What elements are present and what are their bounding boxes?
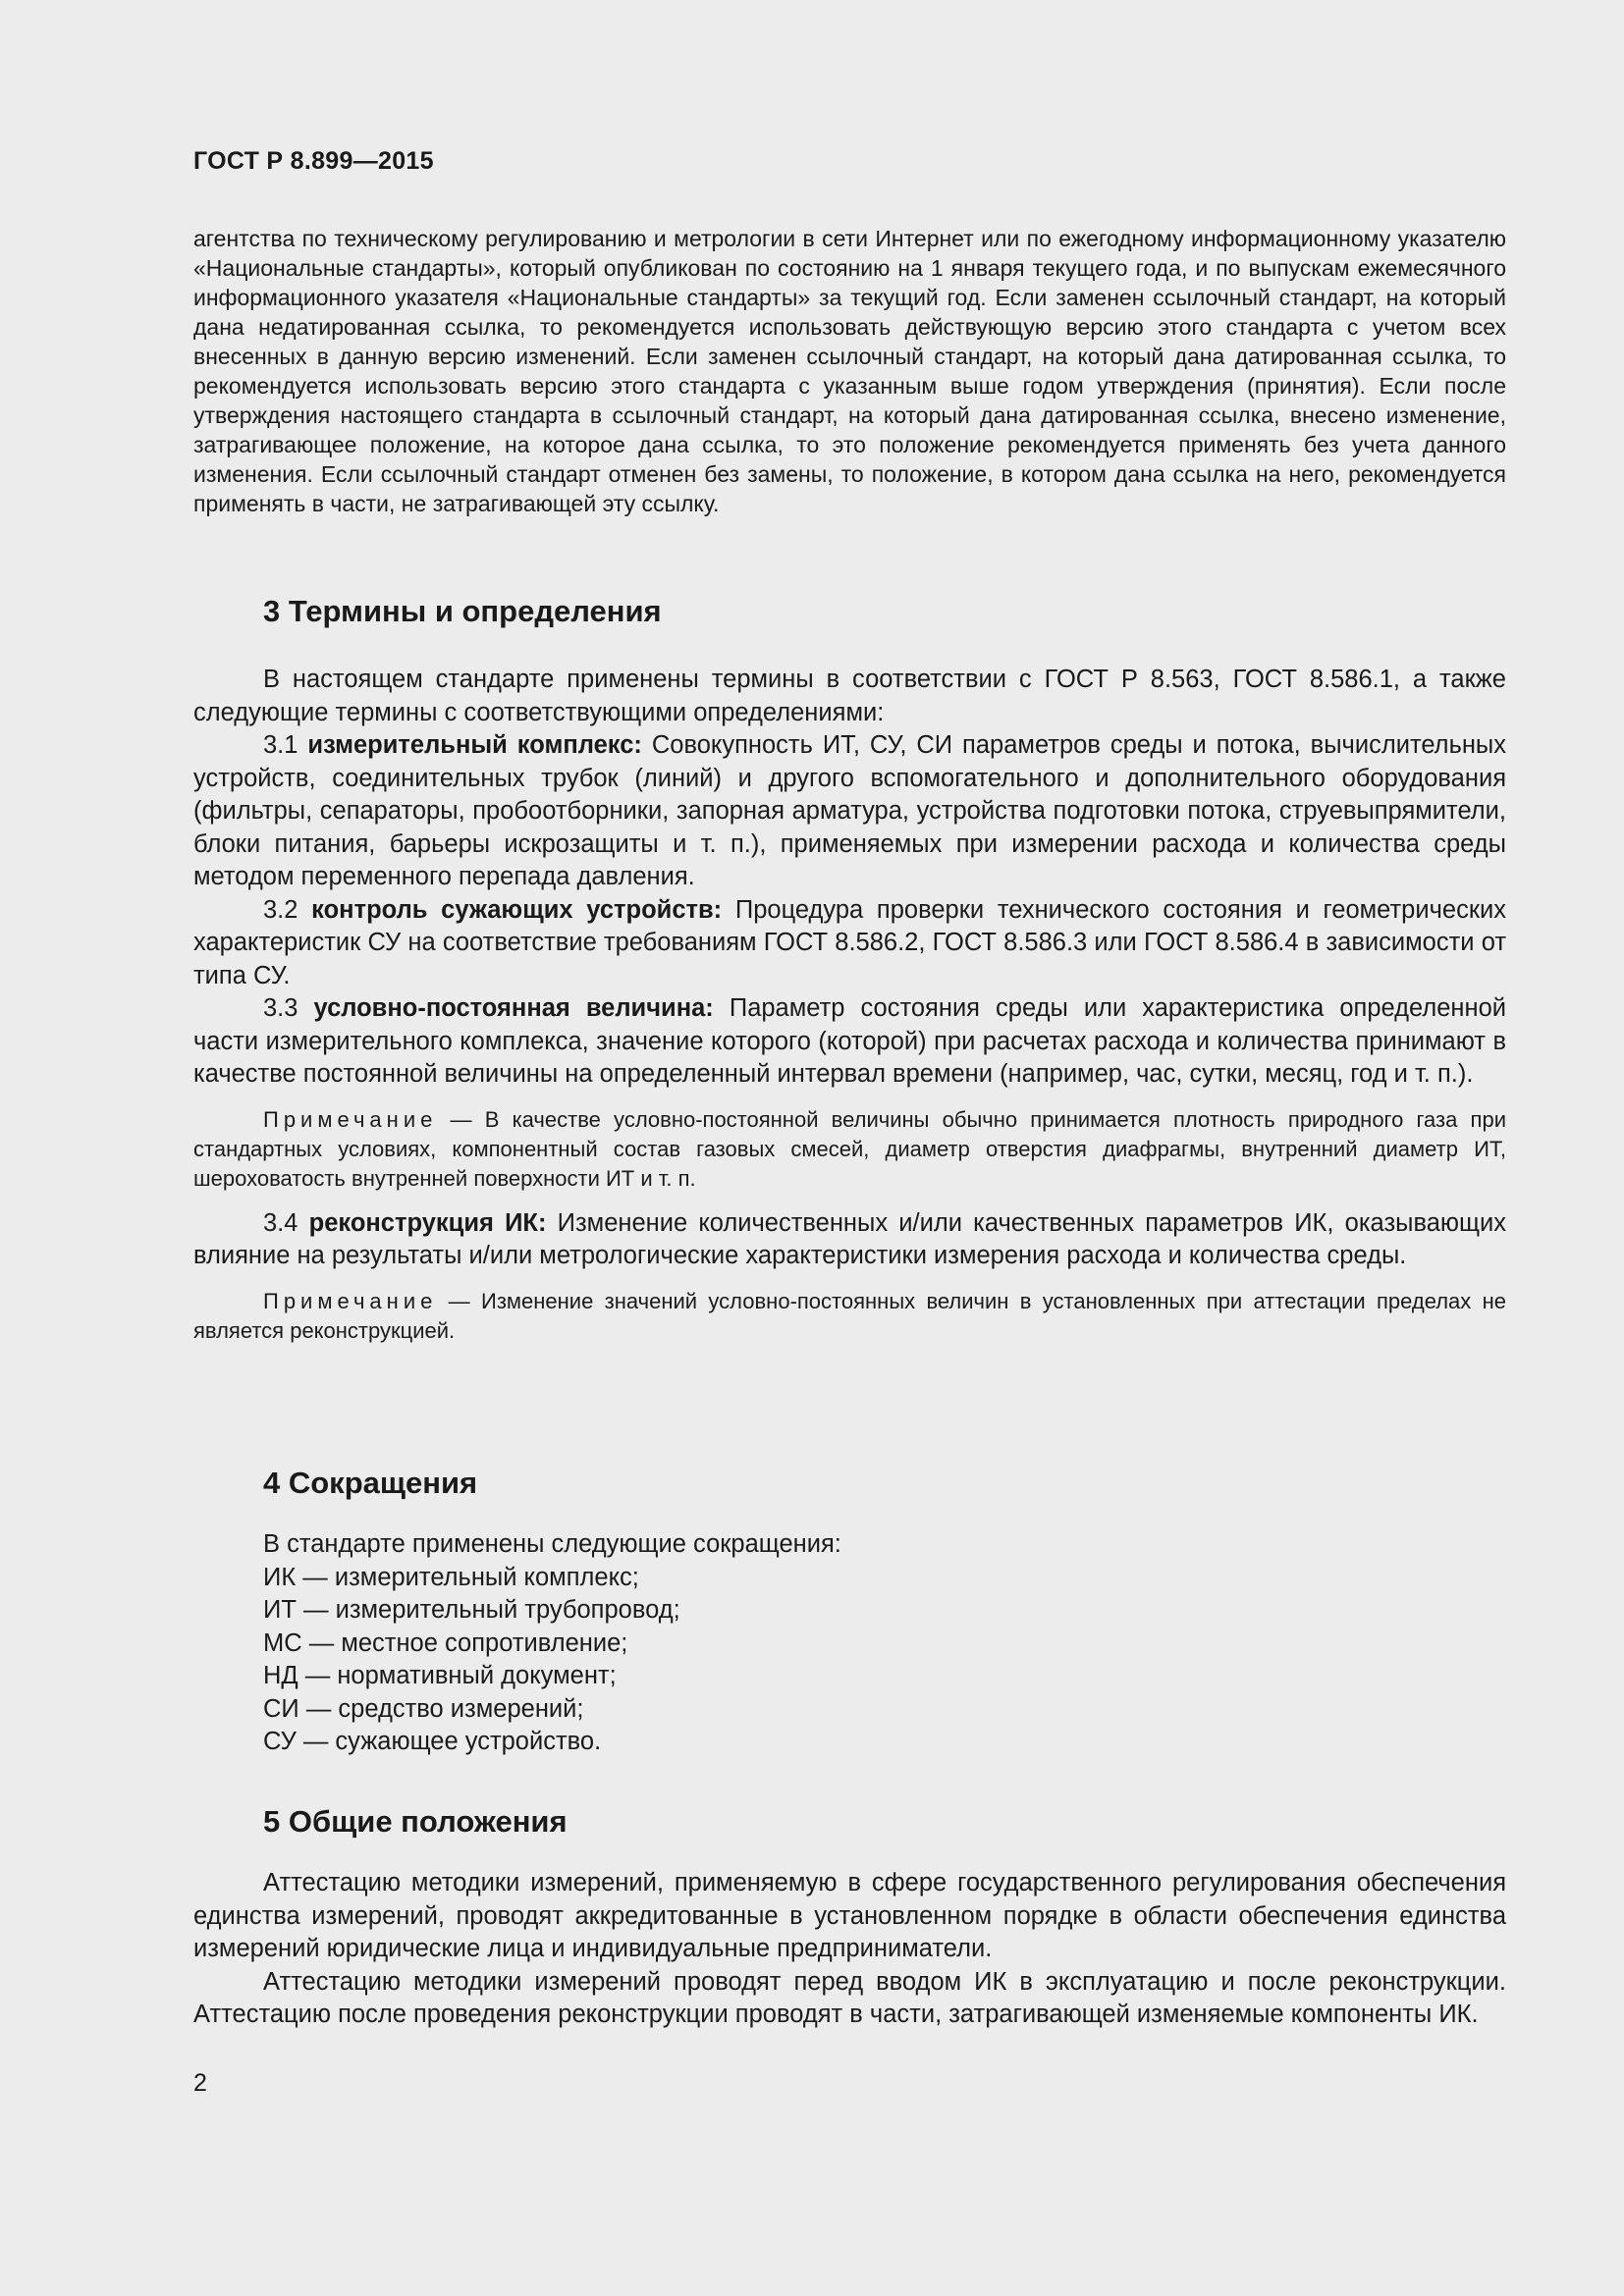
intro-paragraph: агентства по техническому регулированию и метрологии в сети Интернет или по ежегодному информационному указателю «Национальные стандарты», который опубликован по состоянию на 1 января текущего года, и по выпускам ежемесячного информационного указателя «Национальные стандарты» за текущий год. Если заменен ссылочный стандарт, на который дана недатированная ссылка, то рекомендуется использовать действующую версию этого стандарта с учетом всех внесенных в данную версию изменений. Если заменен ссылочный стандарт, на который дана датированная ссылка, то рекомендуется использовать версию этого стандарта с указанным выше годом утверждения (принятия). Если после утверждения настоящего стандарта в ссылочный стандарт, на который дана датированная ссылка, внесено изменение, затрагивающее положение, на которое дана ссылка, то это положение рекомендуется применять без учета данного изменения. Если ссылочный стандарт отменен без замены, то положение, в котором дана ссылка на него, рекомендуется применять в части, не затрагивающей эту ссылку. <box>193 226 1506 516</box>
list-item: МС — местное сопротивление; <box>263 1629 628 1657</box>
note-text: — В качестве условно-постоянной величины обычно принимается плотность природного газа при стандартных условиях, компонентный состав газовых смесей, диаметр отверстия диафрагмы, внутренний диаметр ИТ, шероховатость внутренней поверхности ИТ и т. п. <box>193 1106 1506 1191</box>
section-intro: В настоящем стандарте применены термины в соответствии с ГОСТ Р 8.563, ГОСТ 8.586.1, а также следующие термины с соответствующими определениями: <box>193 666 1506 726</box>
term-name: условно-постоянная величина: <box>313 994 714 1022</box>
term-item <box>193 992 1506 1092</box>
section-body <box>193 664 1506 1092</box>
section-title: 3 Термины и определения <box>263 594 662 628</box>
term-name: реконструкция ИК: <box>308 1208 547 1237</box>
section-body <box>193 1207 1506 1273</box>
section-abbreviations <box>193 1466 1506 1759</box>
term-definition: Процедура проверки технического состояния и геометрических характеристик СУ на соответствие требованиям ГОСТ 8.586.2, ГОСТ 8.586.3 или ГОСТ 8.586.4 в зависимости от типа СУ. <box>193 895 1506 989</box>
term-item <box>193 729 1506 894</box>
term-number: 3.1 <box>263 731 298 759</box>
list-item: ИТ — измерительный трубопровод; <box>263 1596 680 1624</box>
note-label: Примечание <box>263 1106 438 1132</box>
paragraph: Аттестацию методики измерений, применяемую в сфере государственного регулирования обеспечения единства измерений, проводят аккредитованные в установленном порядке в области обеспечения единства измерений юридические лица и индивидуальные предприниматели. <box>193 1869 1506 1962</box>
abbreviation-list <box>193 1562 1506 1759</box>
term-number: 3.3 <box>263 994 298 1022</box>
note-text: — Изменение значений условно-постоянных величин в установленных при аттестации пределах не является реконструкцией. <box>193 1288 1506 1343</box>
term-name: измерительный комплекс: <box>307 731 642 759</box>
document-header: ГОСТ Р 8.899—2015 <box>193 147 434 175</box>
page-number: 2 <box>193 2069 207 2097</box>
term-note <box>193 1105 1506 1194</box>
section-body <box>193 1528 1506 1562</box>
section-body <box>193 1867 1506 2032</box>
section-terms <box>193 594 1506 1346</box>
term-number: 3.2 <box>263 895 298 924</box>
term-number: 3.4 <box>263 1208 298 1237</box>
list-item: НД — нормативный документ; <box>263 1662 617 1689</box>
term-item <box>193 1207 1506 1273</box>
term-item <box>193 894 1506 993</box>
section-intro: В стандарте применены следующие сокращения: <box>263 1530 841 1558</box>
term-definition: Изменение количественных и/или качественных параметров ИК, оказывающих влияние на результаты и/или метрологические характеристики измерения расхода и количества среды. <box>193 1208 1507 1269</box>
list-item: СУ — сужающее устройство. <box>263 1728 602 1755</box>
term-note <box>193 1287 1506 1346</box>
section-general-provisions <box>193 1804 1506 2032</box>
list-item: СИ — средство измерений; <box>263 1694 584 1723</box>
list-item: ИК — измерительный комплекс; <box>263 1563 639 1591</box>
paragraph: Аттестацию методики измерений проводят перед вводом ИК в эксплуатацию и после реконструкции. Аттестацию после проведения реконструкции проводят в части, затрагивающей изменяемые компоненты ИК. <box>193 1967 1506 2028</box>
note-label: Примечание <box>263 1288 438 1313</box>
section-title: 4 Сокращения <box>263 1466 478 1500</box>
section-title: 5 Общие положения <box>263 1804 568 1839</box>
term-name: контроль сужающих устройств: <box>311 895 723 924</box>
term-definition: Параметр состояния среды или характеристика определенной части измерительного комплекса, значение которого (которой) при расчетах расхода и количества принимают в качестве постоянной величины на определенный интервал времени (например, час, сутки, месяц, год и т. п.). <box>193 994 1506 1088</box>
term-definition: Совокупность ИТ, СУ, СИ параметров среды и потока, вычислительных устройств, соединительных трубок (линий) и другого вспомогательного и дополнительного оборудования (фильтры, сепараторы, пробоотборники, запорная арматура, устройства подготовки потока, струевыпрямители, блоки питания, барьеры искрозащиты и т. п.), применяемых при измерении расхода и количества среды методом переменного перепада давления. <box>193 731 1507 890</box>
